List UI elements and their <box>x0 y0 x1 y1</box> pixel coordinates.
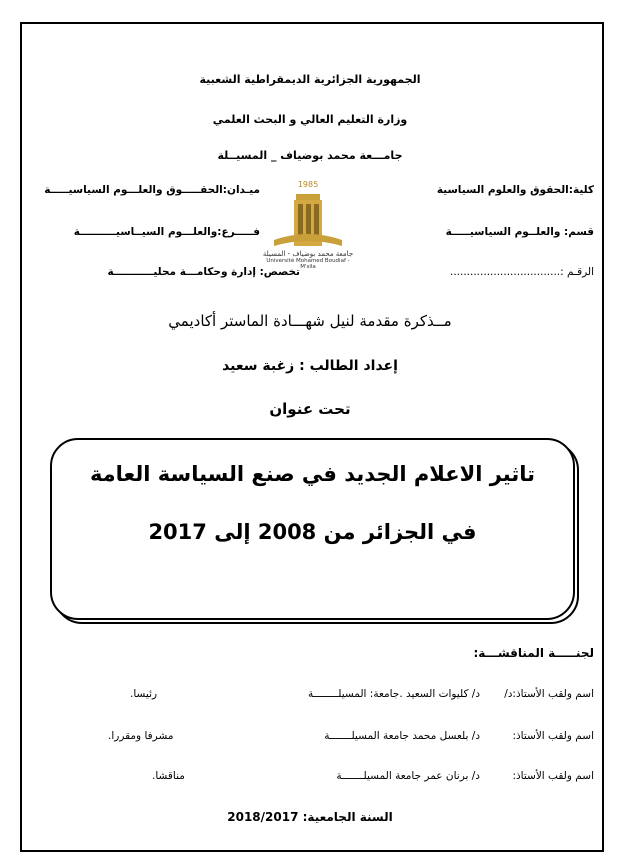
member-2-title: اسم ولقب الأستاذ: <box>512 730 594 742</box>
member-3-name: د/ برنان عمر جامعة المسيلـــــــة <box>336 770 480 782</box>
thesis-title-line1: تاثير الاعلام الجديد في صنع السياسة العامة <box>89 462 536 486</box>
committee-heading: لجنـــــة المناقشـــة: <box>473 646 594 660</box>
member-1-title: اسم ولقب الأستاذ:د/ <box>504 688 594 700</box>
branch-label: فـــــرع:والعلـــوم السيــاسيــــــــــة <box>73 226 260 238</box>
number-label: الرقـم :................................. <box>449 266 594 278</box>
title-box <box>50 438 575 620</box>
member-2-name: د/ بلعسل محمد جامعة المسيلـــــــة <box>324 730 480 742</box>
memo-subtitle: مــذكرة مقدمة لنيل شهـــادة الماستر أكاديمي <box>168 312 452 330</box>
logo-name-fr: Université Mohamed Boudiaf - M'sila <box>266 258 350 270</box>
academic-year: السنة الجامعية: 2018/2017 <box>227 810 393 824</box>
logo-name-ar: جامعة محمد بوضياف - المسيلة <box>262 250 354 258</box>
university-logo <box>262 180 354 270</box>
member-3-title: اسم ولقب الأستاذ: <box>512 770 594 782</box>
member-3-role: مناقشا. <box>152 770 185 782</box>
logo-year: 1985 <box>297 180 319 189</box>
member-1-role: رئيسا. <box>130 688 158 700</box>
university-heading: جامـــعة محمد بوضياف _ المسيــلة <box>217 149 403 162</box>
member-1-name: د/ كليوات السعيد .جامعة: المسيلــــــــة <box>308 688 480 700</box>
faculty-label: كلية:الحقوق والعلوم السياسية <box>436 184 594 196</box>
department-label: قسم: والعلــوم السياسيـــــة <box>445 226 594 238</box>
page-border <box>20 22 604 852</box>
student-name: إعداد الطالب : زغبة سعيد <box>222 358 398 374</box>
specialty-label: تخصص: إدارة وحكامـــة محليـــــــــــة <box>107 266 300 278</box>
under-title-label: تحت عنوان <box>269 400 351 418</box>
republic-heading: الجمهورية الجزائرية الديمقراطية الشعبية <box>199 73 421 86</box>
field-label: ميـدان:الحقـــــوق والعلـــوم السياسيـــــة <box>44 184 260 196</box>
member-2-role: مشرفا ومقررا. <box>108 730 174 742</box>
thesis-title-line2: في الجزائر من 2008 إلى 2017 <box>148 520 477 544</box>
logo-building-icon <box>268 190 348 252</box>
ministry-heading: وزارة التعليم العالي و البحث العلمي <box>212 113 408 126</box>
